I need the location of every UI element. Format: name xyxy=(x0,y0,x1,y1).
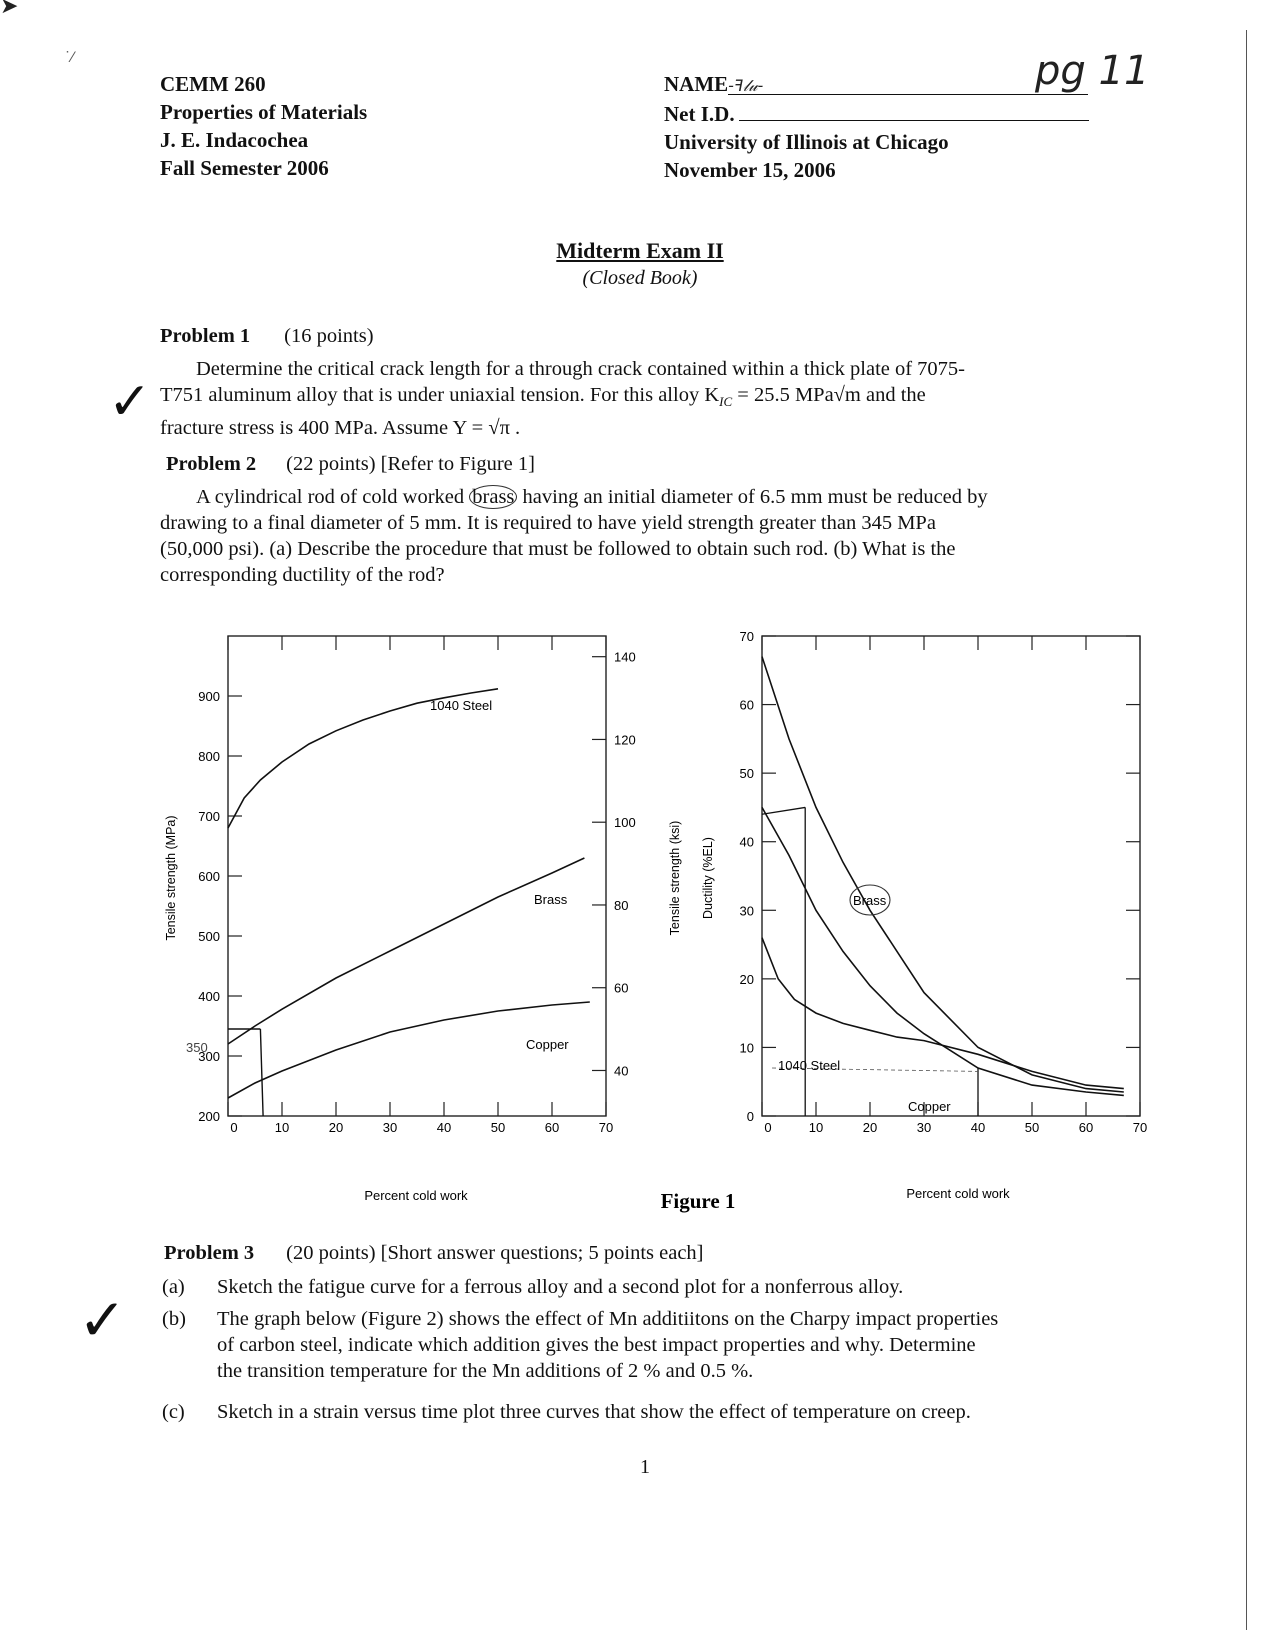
page-number: 1 xyxy=(640,1456,650,1478)
problem1-line2a: T751 aluminum alloy that is under uniaxial tension. For this alloy K xyxy=(160,384,720,406)
semester: Fall Semester 2006 xyxy=(160,156,329,180)
series-line-brass xyxy=(762,657,1124,1092)
item-a-label: (a) xyxy=(162,1276,185,1298)
left-ylabel-right: Tensile strength (ksi) xyxy=(668,820,682,936)
right-chart-frame xyxy=(762,636,1140,1116)
y-tick-label: 200 xyxy=(198,1109,220,1124)
x-tick-label: 40 xyxy=(436,1120,452,1135)
y-tick-label: 20 xyxy=(739,971,754,987)
problem1-line1: Determine the critical crack length for a through crack contained within a thick plate of 7075- xyxy=(196,358,966,380)
exam-title: Midterm Exam II xyxy=(556,238,724,263)
right-label-copper: Copper xyxy=(908,1099,951,1114)
exam-date: November 15, 2006 xyxy=(664,158,836,182)
name-value: -ꟻ𝓁𝓊- xyxy=(728,76,764,95)
problem2-line1b: having an initial diameter of 6.5 mm must be reduced by xyxy=(517,486,988,508)
y-tick-label: 10 xyxy=(739,1040,754,1056)
right-ylabel: Ductility (%EL) xyxy=(701,837,715,919)
x-tick-label: 60 xyxy=(544,1120,560,1135)
annotation-350: 350 xyxy=(186,1040,208,1055)
problem2-line1 xyxy=(160,484,1125,510)
problem1-heading xyxy=(160,325,374,348)
y-tick-label: 30 xyxy=(739,903,754,919)
y-tick-label: 70 xyxy=(739,629,754,644)
series-line-copper xyxy=(762,807,1124,1095)
y-tick-label: 300 xyxy=(198,1049,220,1064)
left-chart xyxy=(198,636,635,1135)
x-tick-label: 30 xyxy=(916,1120,932,1135)
course-code: CEMM 260 xyxy=(160,72,266,96)
guide-line-coldwork xyxy=(260,1029,263,1116)
problem1-text xyxy=(160,356,1125,441)
x-tick-label: 20 xyxy=(328,1120,344,1135)
x-tick-label: 10 xyxy=(274,1120,290,1135)
problem3-item-b xyxy=(162,1306,1142,1390)
x-tick-label: 70 xyxy=(1132,1120,1148,1135)
page-note-handwritten: pg 11 xyxy=(1035,48,1150,94)
figure1 xyxy=(0,600,1280,1220)
item-c-text: Sketch in a strain versus time plot three curves that show the effect of temperature on creep. xyxy=(217,1401,971,1423)
problem2-line1a: A cylindrical rod of cold worked xyxy=(196,486,470,508)
right-xlabel: Percent cold work xyxy=(906,1186,1010,1201)
y-right-tick-label: 60 xyxy=(614,980,629,996)
y-tick-label: 0 xyxy=(746,1109,754,1124)
problem3-item-a xyxy=(162,1274,1142,1302)
check-mark-icon: ✓ xyxy=(108,372,152,432)
x-tick-label: 0 xyxy=(764,1120,772,1135)
x-tick-label: 0 xyxy=(230,1120,238,1135)
corner-arrow-icon: ➤ xyxy=(0,0,19,19)
y-right-tick-label: 140 xyxy=(614,649,636,665)
item-b-line1: The graph below (Figure 2) shows the effect of Mn additiitons on the Charpy impact properties xyxy=(217,1308,999,1330)
x-tick-label: 20 xyxy=(862,1120,878,1135)
guide-line-ductility xyxy=(762,807,805,814)
x-tick-label: 50 xyxy=(490,1120,506,1135)
y-tick-label: 400 xyxy=(198,989,220,1004)
problem2-line3: (50,000 psi). (a) Describe the procedure that must be followed to obtain such rod. (b) What is the xyxy=(160,538,956,560)
problem1-kic-sub: IC xyxy=(719,394,733,410)
series-line-brass xyxy=(228,858,584,1044)
problem3-heading xyxy=(164,1242,704,1265)
x-tick-label: 30 xyxy=(382,1120,398,1135)
netid-label: Net I.D. xyxy=(664,102,735,126)
problem3-label: Problem 3 xyxy=(164,1242,255,1264)
y-tick-label: 40 xyxy=(739,834,754,850)
y-tick-label: 600 xyxy=(198,869,220,884)
y-right-tick-label: 80 xyxy=(614,897,629,913)
netid-field[interactable] xyxy=(739,98,1089,121)
header-left xyxy=(160,70,367,182)
y-tick-label: 50 xyxy=(739,766,754,782)
problem1-points: (16 points) xyxy=(284,325,374,347)
y-tick-label: 500 xyxy=(198,929,220,944)
name-label: NAME xyxy=(664,72,729,96)
check-mark-icon: ✓ xyxy=(78,1286,127,1354)
y-right-tick-label: 120 xyxy=(614,732,636,748)
left-label-brass: Brass xyxy=(534,892,568,907)
item-b-label: (b) xyxy=(162,1308,186,1330)
item-c-label: (c) xyxy=(162,1401,185,1423)
course-subject: Properties of Materials xyxy=(160,100,368,124)
item-b-line2: of carbon steel, indicate which addition gives the best impact properties and why. Determine xyxy=(217,1334,976,1356)
y-tick-label: 800 xyxy=(198,749,220,764)
item-b-text xyxy=(217,1306,1137,1384)
x-tick-label: 40 xyxy=(970,1120,986,1135)
university: University of Illinois at Chicago xyxy=(664,130,949,154)
x-tick-label: 60 xyxy=(1078,1120,1094,1135)
y-right-tick-label: 40 xyxy=(614,1063,629,1079)
figure1-caption: Figure 1 xyxy=(660,1189,736,1213)
left-label-steel: 1040 Steel xyxy=(430,698,493,713)
problem2-text xyxy=(160,484,1125,588)
y-tick-label: 900 xyxy=(198,689,220,704)
problem2-label: Problem 2 xyxy=(166,453,257,475)
left-xlabel: Percent cold work xyxy=(364,1188,468,1203)
netid-row xyxy=(664,98,1114,128)
exam-subtitle: (Closed Book) xyxy=(582,267,698,289)
x-tick-label: 10 xyxy=(808,1120,824,1135)
problem2-line4: corresponding ductility of the rod? xyxy=(160,564,445,586)
x-tick-label: 50 xyxy=(1024,1120,1040,1135)
instructor: J. E. Indacochea xyxy=(160,128,309,152)
item-b-line3: the transition temperature for the Mn additions of 2 % and 0.5 %. xyxy=(217,1360,754,1382)
problem3-points: (20 points) [Short answer questions; 5 points each] xyxy=(286,1242,704,1264)
problem2-points: (22 points) [Refer to Figure 1] xyxy=(286,453,535,475)
y-tick-label: 700 xyxy=(198,809,220,824)
circled-word-brass: brass xyxy=(469,485,517,509)
problem1-line2 xyxy=(160,382,1125,415)
problem1-line3: fracture stress is 400 MPa. Assume Y = √π . xyxy=(160,417,521,440)
y-right-tick-label: 100 xyxy=(614,815,636,831)
problem2-heading xyxy=(166,453,535,476)
left-label-copper: Copper xyxy=(526,1037,569,1052)
scribble-mark: ˙⁄ xyxy=(64,50,74,66)
x-tick-label: 70 xyxy=(598,1120,614,1135)
y-tick-label: 60 xyxy=(739,697,754,713)
left-ylabel: Tensile strength (MPa) xyxy=(164,815,178,941)
problem1-line2b: = 25.5 MPa√m and the xyxy=(732,384,926,406)
problem2-line2: drawing to a final diameter of 5 mm. It is required to have yield strength greater than 345 MPa xyxy=(160,512,936,534)
problem3-item-c xyxy=(162,1399,1142,1427)
problem1-label: Problem 1 xyxy=(160,325,251,347)
item-a-text: Sketch the fatigue curve for a ferrous alloy and a second plot for a nonferrous alloy. xyxy=(217,1276,904,1298)
right-label-steel: 1040 Steel xyxy=(778,1058,841,1073)
right-label-brass: Brass xyxy=(853,893,887,908)
